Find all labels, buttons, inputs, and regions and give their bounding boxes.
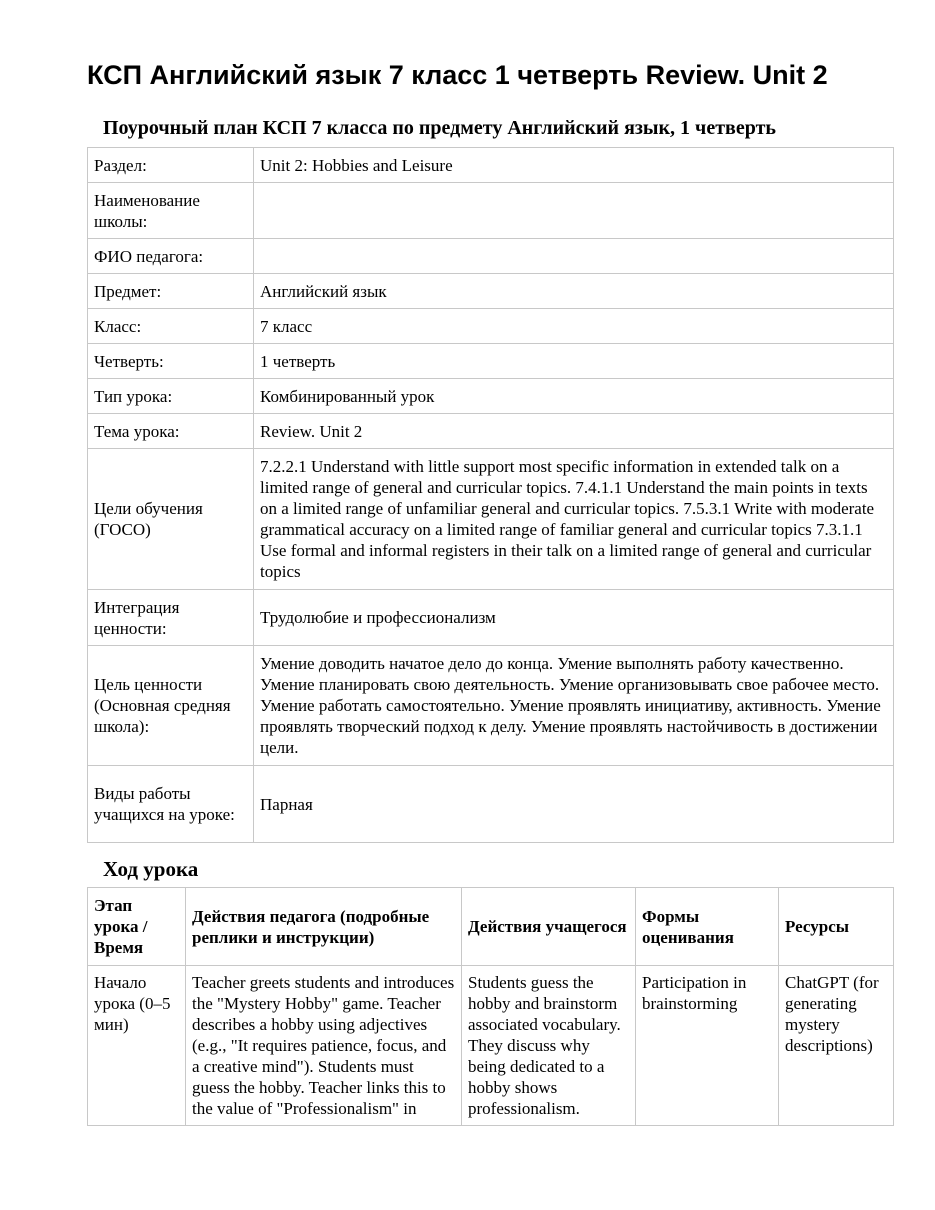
table-row [88,590,894,646]
table-row [88,148,894,183]
cell-resources: ChatGPT (for generating mystery descriptions) [779,966,894,1126]
info-label: Тема урока: [88,414,254,449]
cell-stage: Начало урока (0–5 мин) [88,966,186,1126]
info-value [254,183,894,239]
info-label: Виды работы учащихся на уроке: [88,766,254,843]
info-value: Комбинированный урок [254,379,894,414]
table-row [88,379,894,414]
info-value: 7 класс [254,309,894,344]
header-teacher-actions: Действия педагога (подробные реплики и инструкции) [186,888,462,966]
lesson-flow-table [87,887,894,1126]
info-value: Review. Unit 2 [254,414,894,449]
info-label: Тип урока: [88,379,254,414]
info-label: ФИО педагога: [88,239,254,274]
table-row [88,309,894,344]
info-label: Класс: [88,309,254,344]
header-student-actions: Действия учащегося [462,888,636,966]
info-label: Цели обучения (ГОСО) [88,449,254,590]
table-row [88,766,894,843]
table-row [88,344,894,379]
table-row [88,414,894,449]
table-row [88,966,894,1126]
info-value: 1 четверть [254,344,894,379]
info-value [254,239,894,274]
lesson-plan-subtitle: Поурочный план КСП 7 класса по предмету Английский язык, 1 четверть [103,117,776,139]
header-resources: Ресурсы [779,888,894,966]
info-label: Интеграция ценности: [88,590,254,646]
cell-student-actions: Students guess the hobby and brainstorm associated vocabulary. They discuss why being dedicated to a hobby shows professionalism. [462,966,636,1126]
info-value: 7.2.2.1 Understand with little support most specific information in extended talk on a limited range of general and curricular topics. 7.4.1.1 Understand the main points in texts on a limited range of unfamiliar general and curricular topics. 7.5.3.1 Write with moderate grammatical accuracy on a limited range of familiar general and curricular topics 7.3.1.1 Use formal and informal registers in their talk on a limited range of general and curricular topics [254,449,894,590]
header-stage: Этап урока / Время [88,888,186,966]
cell-assessment: Participation in brainstorming [636,966,779,1126]
info-label: Наименование школы: [88,183,254,239]
info-label: Цель ценности (Основная средняя школа): [88,646,254,766]
info-label: Предмет: [88,274,254,309]
table-row [88,239,894,274]
info-value: Парная [254,766,894,843]
info-value: Трудолюбие и профессионализм [254,590,894,646]
document-title: КСП Английский язык 7 класс 1 четверть Review. Unit 2 [87,60,828,90]
info-label: Четверть: [88,344,254,379]
info-value: Умение доводить начатое дело до конца. Умение выполнять работу качественно. Умение планировать свою деятельность. Умение организовывать свое рабочее место. Умение работать самостоятельно. Умение проявлять инициативу, активность. Умение проявлять творческий подход к делу. Умение проявлять настойчивость в достижении цели. [254,646,894,766]
lesson-flow-heading: Ход урока [103,857,199,881]
table-row [88,449,894,590]
info-label: Раздел: [88,148,254,183]
table-row [88,274,894,309]
table-header-row [88,888,894,966]
header-assessment: Формы оценивания [636,888,779,966]
info-value: Английский язык [254,274,894,309]
cell-teacher-actions: Teacher greets students and introduces the "Mystery Hobby" game. Teacher describes a hobby using adjectives (e.g., "It requires patience, focus, and a creative mind"). Students must guess the hobby. Teacher links this to the value of "Professionalism" in [186,966,462,1126]
lesson-info-table [87,147,894,843]
info-value: Unit 2: Hobbies and Leisure [254,148,894,183]
table-row [88,646,894,766]
table-row [88,183,894,239]
